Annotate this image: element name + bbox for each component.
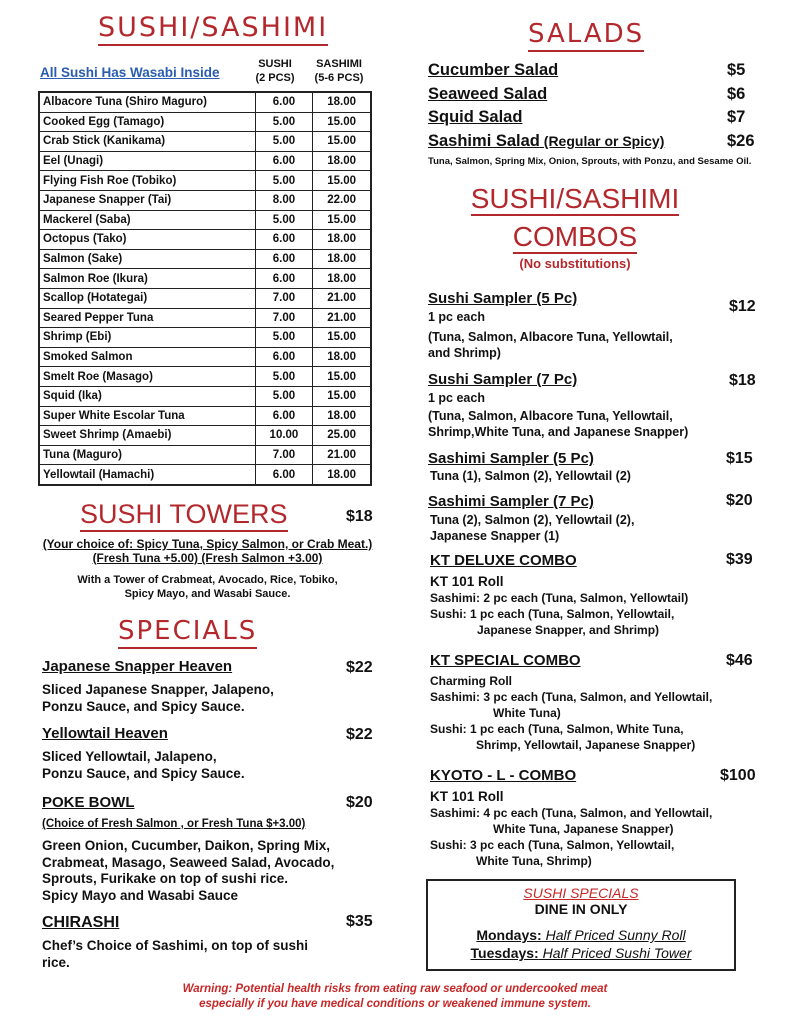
health-warning-line2: especially if you have medical conditions or weakened immune system. bbox=[199, 998, 591, 1010]
sushi-price-cell: 6.00 bbox=[255, 269, 313, 289]
sashimi-price-cell: 21.00 bbox=[313, 308, 371, 328]
chirashi-desc bbox=[42, 938, 308, 971]
combo-price: $100 bbox=[720, 767, 756, 784]
special-item-price: $22 bbox=[346, 726, 373, 743]
poke-bowl-desc-line4: Spicy Mayo and Wasabi Sauce bbox=[42, 887, 239, 903]
combos-title-line1: SUSHI/SASHIMI bbox=[470, 183, 680, 214]
combo-price: $39 bbox=[726, 551, 753, 568]
combo-desc-line: and Shrimp) bbox=[428, 346, 501, 360]
poke-bowl-desc bbox=[42, 838, 334, 904]
salad-item-name: Cucumber Salad bbox=[428, 61, 559, 79]
sushi-column-sub: (2 PCS) bbox=[255, 72, 295, 84]
sushi-price-cell: 6.00 bbox=[255, 347, 313, 367]
sashimi-price-cell: 18.00 bbox=[313, 465, 371, 485]
special-item-title: Japanese Snapper Heaven bbox=[42, 658, 233, 675]
item-name-cell: Super White Escolar Tuna bbox=[39, 406, 255, 426]
sashimi-column-label: SASHIMI bbox=[316, 58, 362, 70]
chirashi-price: $35 bbox=[346, 913, 373, 930]
sushi-towers-choice bbox=[20, 537, 395, 565]
item-name-cell: Scallop (Hotategai) bbox=[39, 288, 255, 308]
combo-title: KT DELUXE COMBO bbox=[430, 552, 577, 569]
combo-desc-line: KT 101 Roll bbox=[430, 789, 504, 804]
sashimi-price-cell: 25.00 bbox=[313, 426, 371, 446]
item-name-cell: Smelt Roe (Masago) bbox=[39, 367, 255, 387]
sushi-price-cell: 5.00 bbox=[255, 386, 313, 406]
combo-title: Sashimi Sampler (7 Pc) bbox=[428, 493, 594, 510]
table-row bbox=[39, 308, 371, 328]
sushi-price-cell: 7.00 bbox=[255, 288, 313, 308]
sashimi-column-sub: (5-6 PCS) bbox=[314, 72, 364, 84]
chirashi-desc-line1: Chef’s Choice of Sashimi, on top of sushi bbox=[42, 938, 309, 953]
sashimi-salad-name bbox=[428, 132, 664, 151]
table-row bbox=[39, 171, 371, 191]
combos-subtitle: (No substitutions) bbox=[519, 256, 631, 271]
sushi-price-cell: 5.00 bbox=[255, 210, 313, 230]
health-warning-line1: Warning: Potential health risks from eating raw seafood or undercooked meat bbox=[182, 983, 608, 995]
table-row bbox=[39, 465, 371, 485]
salad-item-price: $5 bbox=[727, 61, 746, 79]
item-name-cell: Flying Fish Roe (Tobiko) bbox=[39, 171, 255, 191]
sashimi-salad-price: $26 bbox=[727, 132, 755, 150]
combo-desc-line: (Tuna, Salmon, Albacore Tuna, Yellowtail, bbox=[428, 409, 673, 423]
wasabi-note: All Sushi Has Wasabi Inside bbox=[40, 65, 220, 80]
sashimi-price-cell: 15.00 bbox=[313, 171, 371, 191]
combo-desc-line: Tuna (1), Salmon (2), Yellowtail (2) bbox=[430, 469, 631, 483]
combo-desc-line: (Tuna, Salmon, Albacore Tuna, Yellowtail, bbox=[428, 330, 673, 344]
combo-desc bbox=[430, 512, 634, 544]
sushi-price-cell: 6.00 bbox=[255, 465, 313, 485]
monday-deal: Half Priced Sunny Roll bbox=[541, 927, 686, 943]
sushi-price-cell: 5.00 bbox=[255, 132, 313, 152]
sushi-price-cell: 5.00 bbox=[255, 328, 313, 348]
combo-desc-line: White Tuna, Japanese Snapper) bbox=[493, 822, 674, 836]
sushi-price-cell: 8.00 bbox=[255, 190, 313, 210]
sushi-sashimi-title: SUSHI/SASHIMI bbox=[98, 12, 328, 46]
combo-desc-line: Charming Roll bbox=[430, 674, 513, 688]
combo-desc-line: Tuna (2), Salmon (2), Yellowtail (2), bbox=[430, 513, 635, 527]
combo-desc bbox=[430, 468, 631, 484]
salad-item-name: Squid Salad bbox=[428, 108, 523, 126]
combo-desc bbox=[428, 390, 688, 440]
combo-price: $46 bbox=[726, 652, 753, 669]
table-row bbox=[39, 386, 371, 406]
combo-price: $20 bbox=[726, 492, 753, 509]
combo-desc-line: Shrimp,White Tuna, and Japanese Snapper) bbox=[428, 425, 689, 439]
specials-title: SPECIALS bbox=[118, 615, 257, 649]
table-row bbox=[39, 249, 371, 269]
combo-title: Sushi Sampler (7 Pc) bbox=[428, 371, 578, 388]
table-row bbox=[39, 112, 371, 132]
sushi-price-cell: 6.00 bbox=[255, 406, 313, 426]
salad-item-price: $6 bbox=[727, 85, 746, 103]
sushi-price-cell: 6.00 bbox=[255, 92, 313, 112]
sushi-towers-choice-line2: (Fresh Tuna +5.00) (Fresh Salmon +3.00) bbox=[92, 551, 323, 565]
sushi-towers-desc-line2: Spicy Mayo, and Wasabi Sauce. bbox=[124, 588, 291, 600]
table-row bbox=[39, 132, 371, 152]
health-warning bbox=[130, 982, 660, 1012]
poke-bowl-title: POKE BOWL bbox=[42, 794, 135, 811]
sashimi-price-cell: 18.00 bbox=[313, 151, 371, 171]
combo-desc bbox=[430, 673, 712, 753]
combo-desc-line: Japanese Snapper (1) bbox=[430, 529, 560, 543]
salad-item-price: $7 bbox=[727, 108, 746, 126]
table-row bbox=[39, 269, 371, 289]
combo-desc-line: 1 pc each bbox=[428, 310, 485, 324]
combo-price: $15 bbox=[726, 450, 753, 467]
item-name-cell: Salmon Roe (Ikura) bbox=[39, 269, 255, 289]
tuesday-label: Tuesdays: bbox=[470, 945, 539, 961]
sashimi-price-cell: 15.00 bbox=[313, 132, 371, 152]
special-item-desc-line2: Ponzu Sauce, and Spicy Sauce. bbox=[42, 698, 245, 714]
tuesday-deal: Half Priced Sushi Tower bbox=[538, 945, 692, 961]
monday-label: Mondays: bbox=[476, 927, 542, 943]
combo-desc-line: Japanese Snapper, and Shrimp) bbox=[477, 623, 660, 637]
sashimi-column-header bbox=[306, 57, 372, 85]
table-row bbox=[39, 328, 371, 348]
sashimi-price-cell: 21.00 bbox=[313, 445, 371, 465]
sushi-column-label: SUSHI bbox=[258, 58, 292, 70]
table-row bbox=[39, 406, 371, 426]
sashimi-price-cell: 18.00 bbox=[313, 230, 371, 250]
sashimi-price-cell: 18.00 bbox=[313, 249, 371, 269]
sushi-towers-price: $18 bbox=[346, 508, 373, 525]
table-row bbox=[39, 151, 371, 171]
sushi-price-cell: 6.00 bbox=[255, 151, 313, 171]
sushi-price-cell: 6.00 bbox=[255, 249, 313, 269]
sashimi-salad-suffix: (Regular or Spicy) bbox=[539, 133, 665, 149]
sushi-price-cell: 5.00 bbox=[255, 367, 313, 387]
item-name-cell: Squid (Ika) bbox=[39, 386, 255, 406]
table-row bbox=[39, 210, 371, 230]
special-item-desc-line1: Sliced Yellowtail, Jalapeno, bbox=[42, 749, 217, 764]
sushi-price-cell: 7.00 bbox=[255, 445, 313, 465]
item-name-cell: Japanese Snapper (Tai) bbox=[39, 190, 255, 210]
sushi-specials-box bbox=[426, 879, 736, 971]
special-item-desc bbox=[42, 682, 274, 715]
poke-bowl-desc-line2: Crabmeat, Masago, Seaweed Salad, Avocado, bbox=[42, 854, 335, 870]
chirashi-desc-line2: rice. bbox=[42, 954, 70, 970]
special-item-price: $22 bbox=[346, 659, 373, 676]
combo-price: $18 bbox=[729, 372, 756, 389]
combo-desc-line: Sashimi: 4 pc each (Tuna, Salmon, and Yellowtail, bbox=[430, 806, 713, 820]
combo-title: Sashimi Sampler (5 Pc) bbox=[428, 450, 594, 467]
sushi-price-cell: 6.00 bbox=[255, 230, 313, 250]
sashimi-price-cell: 15.00 bbox=[313, 367, 371, 387]
sushi-price-cell: 10.00 bbox=[255, 426, 313, 446]
sashimi-price-cell: 15.00 bbox=[313, 386, 371, 406]
chirashi-title: CHIRASHI bbox=[42, 914, 120, 931]
item-name-cell: Crab Stick (Kanikama) bbox=[39, 132, 255, 152]
item-name-cell: Seared Pepper Tuna bbox=[39, 308, 255, 328]
sashimi-salad-label: Sashimi Salad bbox=[428, 132, 540, 150]
table-row bbox=[39, 92, 371, 112]
combo-desc-line: Sushi: 1 pc each (Tuna, Salmon, Yellowtail, bbox=[430, 607, 675, 621]
sushi-price-table bbox=[38, 91, 372, 486]
combo-desc-line: KT 101 Roll bbox=[430, 574, 504, 589]
combo-title: KT SPECIAL COMBO bbox=[430, 652, 581, 669]
table-row bbox=[39, 190, 371, 210]
poke-bowl-choice: (Choice of Fresh Salmon , or Fresh Tuna $+3.00) bbox=[42, 818, 306, 830]
combo-desc-line: Sushi: 3 pc each (Tuna, Salmon, Yellowtail, bbox=[430, 838, 675, 852]
combo-desc-line: 1 pc each bbox=[428, 391, 485, 405]
table-row bbox=[39, 288, 371, 308]
item-name-cell: Salmon (Sake) bbox=[39, 249, 255, 269]
combo-desc-line: White Tuna) bbox=[493, 706, 561, 720]
sashimi-price-cell: 15.00 bbox=[313, 210, 371, 230]
combo-desc-line: White Tuna, Shrimp) bbox=[476, 854, 592, 868]
sashimi-price-cell: 18.00 bbox=[313, 92, 371, 112]
poke-bowl-desc-line1: Green Onion, Cucumber, Daikon, Spring Mix, bbox=[42, 838, 331, 853]
table-row bbox=[39, 445, 371, 465]
item-name-cell: Cooked Egg (Tamago) bbox=[39, 112, 255, 132]
poke-bowl-price: $20 bbox=[346, 794, 373, 811]
item-name-cell: Mackerel (Saba) bbox=[39, 210, 255, 230]
table-row bbox=[39, 230, 371, 250]
sushi-towers-desc-line1: With a Tower of Crabmeat, Avocado, Rice, Tobiko, bbox=[77, 574, 338, 586]
special-item-desc-line1: Sliced Japanese Snapper, Jalapeno, bbox=[42, 682, 274, 697]
monday-special bbox=[428, 926, 734, 944]
combo-title: KYOTO - L - COMBO bbox=[430, 767, 577, 784]
item-name-cell: Sweet Shrimp (Amaebi) bbox=[39, 426, 255, 446]
table-row bbox=[39, 426, 371, 446]
combo-desc bbox=[430, 789, 712, 869]
item-name-cell: Yellowtail (Hamachi) bbox=[39, 465, 255, 485]
combo-desc-line: Sushi: 1 pc each (Tuna, Salmon, White Tuna, bbox=[430, 722, 684, 736]
sashimi-price-cell: 15.00 bbox=[313, 112, 371, 132]
sashimi-price-cell: 15.00 bbox=[313, 328, 371, 348]
sashimi-price-cell: 22.00 bbox=[313, 190, 371, 210]
sushi-price-cell: 5.00 bbox=[255, 171, 313, 191]
sushi-price-cell: 5.00 bbox=[255, 112, 313, 132]
special-item-desc-line2: Ponzu Sauce, and Spicy Sauce. bbox=[42, 765, 245, 781]
sushi-column-header bbox=[250, 57, 300, 85]
item-name-cell: Octopus (Tako) bbox=[39, 230, 255, 250]
sashimi-price-cell: 18.00 bbox=[313, 406, 371, 426]
combo-title: Sushi Sampler (5 Pc) bbox=[428, 290, 578, 307]
combos-title-line2: COMBOS bbox=[512, 221, 638, 252]
table-row bbox=[39, 367, 371, 387]
sashimi-price-cell: 21.00 bbox=[313, 288, 371, 308]
sushi-towers-title: SUSHI TOWERS bbox=[80, 498, 288, 532]
combo-desc bbox=[430, 574, 688, 638]
salads-title: SALADS bbox=[528, 18, 644, 52]
item-name-cell: Albacore Tuna (Shiro Maguro) bbox=[39, 92, 255, 112]
combos-title bbox=[430, 180, 720, 256]
item-name-cell: Shrimp (Ebi) bbox=[39, 328, 255, 348]
sushi-towers-desc bbox=[20, 573, 395, 601]
table-row bbox=[39, 347, 371, 367]
sushi-towers-choice-line1: (Your choice of: Spicy Tuna, Spicy Salmon, or Crab Meat.) bbox=[42, 537, 373, 551]
poke-bowl-desc-line3: Sprouts, Furikake on top of sushi rice. bbox=[42, 871, 289, 886]
item-name-cell: Smoked Salmon bbox=[39, 347, 255, 367]
combo-price: $12 bbox=[729, 298, 756, 315]
item-name-cell: Tuna (Maguro) bbox=[39, 445, 255, 465]
salad-item-name: Seaweed Salad bbox=[428, 85, 548, 103]
combo-desc-line: Shrimp, Yellowtail, Japanese Snapper) bbox=[476, 738, 696, 752]
tuesday-special bbox=[428, 944, 734, 962]
sushi-price-cell: 7.00 bbox=[255, 308, 313, 328]
sushi-specials-title: SUSHI SPECIALS bbox=[523, 885, 639, 901]
combo-desc bbox=[428, 309, 673, 361]
item-name-cell: Eel (Unagi) bbox=[39, 151, 255, 171]
combo-desc-line: Sashimi: 3 pc each (Tuna, Salmon, and Yellowtail, bbox=[430, 690, 713, 704]
sashimi-price-cell: 18.00 bbox=[313, 269, 371, 289]
sushi-specials-subtitle: DINE IN ONLY bbox=[534, 901, 628, 917]
combo-desc-line: Sashimi: 2 pc each (Tuna, Salmon, Yellowtail) bbox=[430, 591, 689, 605]
special-item-desc bbox=[42, 749, 245, 782]
sashimi-salad-desc: Tuna, Salmon, Spring Mix, Onion, Sprouts, with Ponzu, and Sesame Oil. bbox=[428, 156, 752, 167]
special-item-title: Yellowtail Heaven bbox=[42, 725, 168, 742]
sashimi-price-cell: 18.00 bbox=[313, 347, 371, 367]
